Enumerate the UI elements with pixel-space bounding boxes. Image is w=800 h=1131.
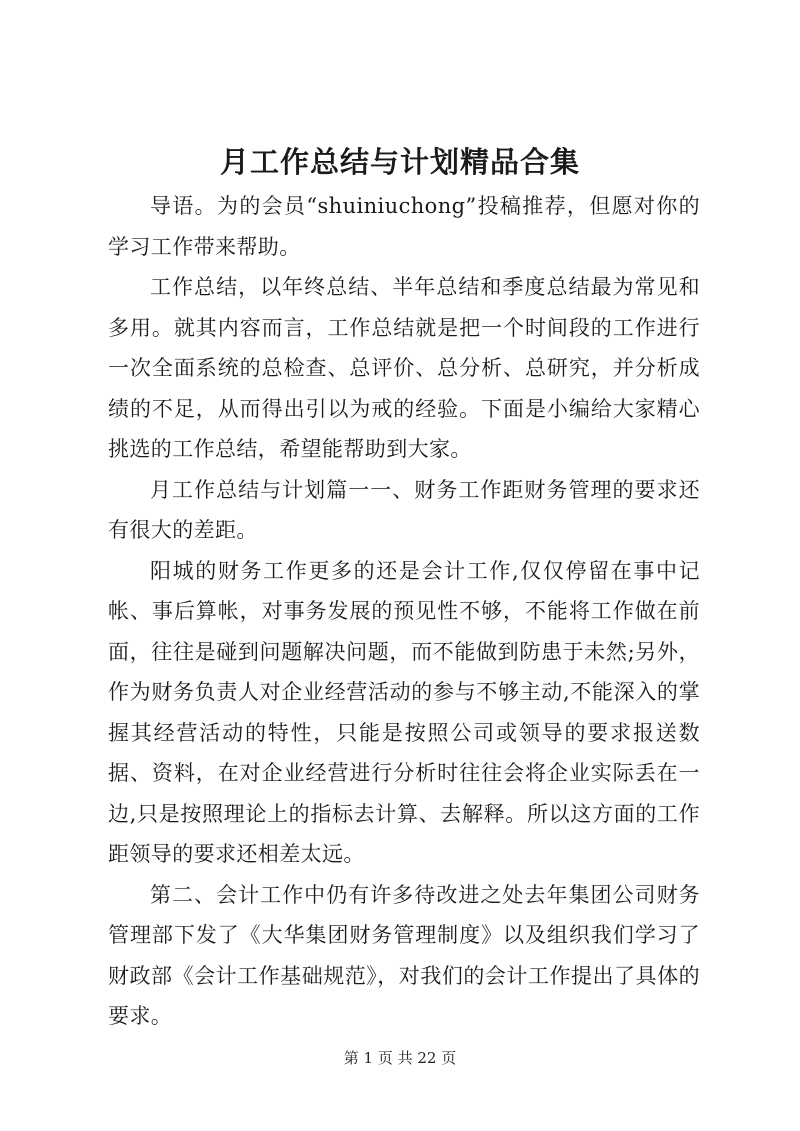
document-title: 月工作总结与计划精品合集 [219,145,580,179]
document-body [108,186,700,1037]
paragraph-summary-definition: 工作总结，以年终总结、半年总结和季度总结最为常见和多用。就其内容而言，工作总结就是把一个时间段的工作进行一次全面系统的总检查、总评价、总分析、总研究，并分析成绩的不足，从而得出引以为戒的经验。下面是小编给大家精心挑选的工作总结，希望能帮助到大家。 [108,275,700,461]
paragraph-accounting-work: 第二、会计工作中仍有许多待改进之处去年集团公司财务管理部下发了《大华集团财务管理制度》以及组织我们学习了财政部《会计工作基础规范》，对我们的会计工作提出了具体的要求。 [108,882,700,1028]
paragraph-finance-work: 阳城的财务工作更多的还是会计工作,仅仅停留在事中记帐、事后算帐，对事务发展的预见性不够，不能将工作做在前面，往往是碰到问题解决问题，而不能做到防患于未然;另外，作为财务负责人对企业经营活动的参与不够主动,不能深入的掌握其经营活动的特性，只能是按照公司或领导的要求报送数据、资料，在对企业经营进行分析时往往会将企业实际丢在一边,只是按照理论上的指标去计算、去解释。所以这方面的工作距领导的要求还相差太远。 [108,558,700,866]
paragraph-section-one-heading: 月工作总结与计划篇一一、财务工作距财务管理的要求还有很大的差距。 [108,477,700,542]
paragraph-intro: 导语。为的会员“shuiniuchong”投稿推荐，但愿对你的学习工作带来帮助。 [108,194,700,259]
page-footer: 第 1 页 共 22 页 [343,1049,457,1067]
